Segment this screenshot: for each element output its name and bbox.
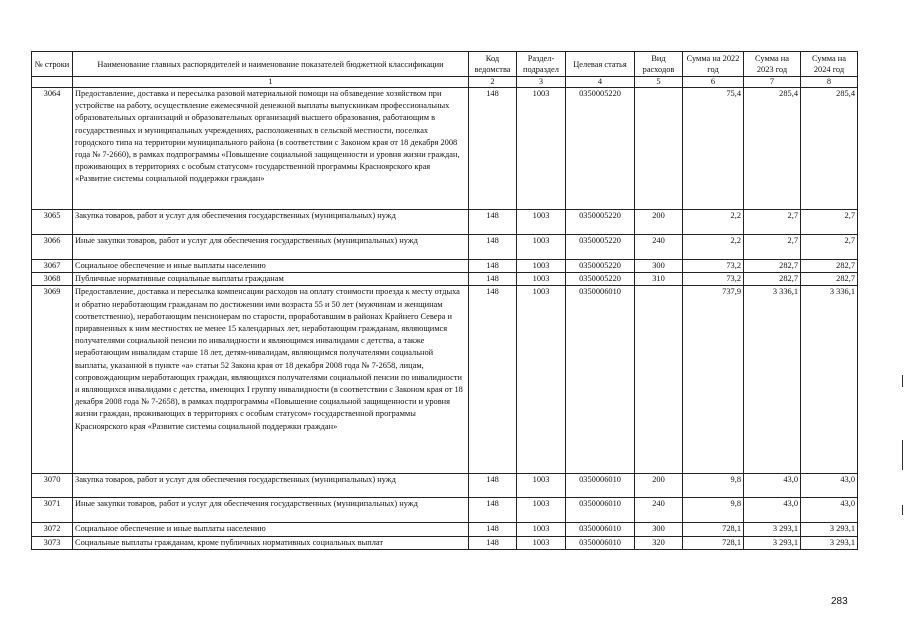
row-name: Иные закупки товаров, работ и услуг для обеспечения государственных (муниципальных) нужд bbox=[73, 235, 469, 260]
department-code: 148 bbox=[469, 286, 517, 474]
expense-type: 240 bbox=[635, 235, 683, 260]
section-code: 1003 bbox=[517, 536, 566, 549]
department-code: 148 bbox=[469, 536, 517, 549]
target-article: 0350005220 bbox=[566, 273, 635, 286]
sum-2023: 282,7 bbox=[744, 273, 801, 286]
sum-2022: 728,1 bbox=[683, 523, 744, 536]
column-number: 3 bbox=[517, 77, 566, 88]
table-row bbox=[32, 273, 858, 286]
sum-2023: 2,7 bbox=[744, 210, 801, 235]
sum-2022: 9,8 bbox=[683, 498, 744, 523]
table-row bbox=[32, 286, 858, 474]
row-number: 3073 bbox=[32, 536, 73, 549]
target-article: 0350005220 bbox=[566, 260, 635, 273]
row-name: Социальное обеспечение и иные выплаты населению bbox=[73, 523, 469, 536]
sum-2024: 285,4 bbox=[801, 88, 858, 210]
header-sum-2024: Сумма на 2024 год bbox=[801, 52, 858, 77]
header-name: Наименование главных распорядителей и наименование показателей бюджетной классификации bbox=[73, 52, 469, 77]
target-article: 0350005220 bbox=[566, 235, 635, 260]
sum-2022: 728,1 bbox=[683, 536, 744, 549]
expense-type: 300 bbox=[635, 260, 683, 273]
table-row bbox=[32, 88, 858, 210]
sum-2023: 282,7 bbox=[744, 260, 801, 273]
section-code: 1003 bbox=[517, 260, 566, 273]
department-code: 148 bbox=[469, 523, 517, 536]
column-number: 8 bbox=[801, 77, 858, 88]
row-number: 3072 bbox=[32, 523, 73, 536]
section-code: 1003 bbox=[517, 273, 566, 286]
column-number-row bbox=[32, 77, 858, 88]
sum-2024: 3 293,1 bbox=[801, 523, 858, 536]
section-code: 1003 bbox=[517, 523, 566, 536]
target-article: 0350006010 bbox=[566, 474, 635, 498]
header-department-code: Код ведомства bbox=[469, 52, 517, 77]
column-number: 7 bbox=[744, 77, 801, 88]
sum-2022: 75,4 bbox=[683, 88, 744, 210]
department-code: 148 bbox=[469, 88, 517, 210]
budget-table bbox=[31, 51, 858, 550]
sum-2024: 43,0 bbox=[801, 474, 858, 498]
scan-edge-mark bbox=[902, 375, 903, 387]
column-number: 5 bbox=[635, 77, 683, 88]
sum-2022: 2,2 bbox=[683, 210, 744, 235]
target-article: 0350005220 bbox=[566, 88, 635, 210]
row-number: 3066 bbox=[32, 235, 73, 260]
row-name: Предоставление, доставка и пересылка компенсации расходов на оплату стоимости проезда к месту отдыха и обратно неработающим гражданам по достижении ими возраста 55 и 50 лет (мужчинам и женщинам соответственно), неработающим пенсионерам по старости, проработавшим в районах Крайнего Севера и приравненных к ним местностях не менее 15 календарных лет, неработающим гражданам, являющимся получателями социальной пенсии по инвалидности и являющимся инвалидами с детства, а также неработающим инвалидам старше 18 лет, детям-инвалидам, являющимся получателями социальной выплаты, указанной в пункте «а» статьи 52 Закона края от 18 декабря 2008 года № 7-2658, лицам, сопровождающим неработающих граждан, являющихся получателями социальной пенсии по инвалидности и являющихся инвалидами с детства, имеющих I группу инвалидности (в соответствии с Законом края от 18 декабря 2008 года № 7-2658), в рамках подпрограммы «Повышение социальной защищенности и уровня жизни граждан, проживающих в территориях с особым статусом» государственной программы Красноярского края «Развитие системы социальной поддержки граждан» bbox=[73, 286, 469, 474]
table-row bbox=[32, 210, 858, 235]
section-code: 1003 bbox=[517, 235, 566, 260]
expense-type: 200 bbox=[635, 210, 683, 235]
sum-2024: 282,7 bbox=[801, 260, 858, 273]
table-row bbox=[32, 260, 858, 273]
sum-2023: 285,4 bbox=[744, 88, 801, 210]
section-code: 1003 bbox=[517, 474, 566, 498]
sum-2024: 282,7 bbox=[801, 273, 858, 286]
sum-2023: 3 293,1 bbox=[744, 523, 801, 536]
row-number: 3069 bbox=[32, 286, 73, 474]
header-row bbox=[32, 52, 858, 77]
column-number: 2 bbox=[469, 77, 517, 88]
column-number bbox=[32, 77, 73, 88]
department-code: 148 bbox=[469, 498, 517, 523]
row-number: 3071 bbox=[32, 498, 73, 523]
department-code: 148 bbox=[469, 273, 517, 286]
sum-2023: 43,0 bbox=[744, 498, 801, 523]
sum-2023: 3 293,1 bbox=[744, 536, 801, 549]
row-number: 3067 bbox=[32, 260, 73, 273]
column-number: 6 bbox=[683, 77, 744, 88]
header-target-article: Целевая статья bbox=[566, 52, 635, 77]
section-code: 1003 bbox=[517, 286, 566, 474]
page-number: 283 bbox=[831, 596, 848, 607]
expense-type: 320 bbox=[635, 536, 683, 549]
row-name: Публичные нормативные социальные выплаты гражданам bbox=[73, 273, 469, 286]
row-number: 3070 bbox=[32, 474, 73, 498]
table-row bbox=[32, 498, 858, 523]
target-article: 0350006010 bbox=[566, 523, 635, 536]
sum-2024: 2,7 bbox=[801, 235, 858, 260]
sum-2023: 43,0 bbox=[744, 474, 801, 498]
expense-type: 200 bbox=[635, 474, 683, 498]
department-code: 148 bbox=[469, 260, 517, 273]
expense-type: 300 bbox=[635, 523, 683, 536]
sum-2022: 73,2 bbox=[683, 273, 744, 286]
target-article: 0350006010 bbox=[566, 498, 635, 523]
row-name: Иные закупки товаров, работ и услуг для обеспечения государственных (муниципальных) нужд bbox=[73, 498, 469, 523]
expense-type: 310 bbox=[635, 273, 683, 286]
row-number: 3068 bbox=[32, 273, 73, 286]
row-name: Предоставление, доставка и пересылка разовой материальной помощи на обзаведение хозяйством при устройстве на работу, осуществление ежемесячной денежной выплаты выпускникам профессиональных образовательных организаций и образовательных организаций высшего образования, работающим в государственных и муниципальных учреждениях, расположенных в сельской местности, поселках городского типа на территории муниципального района (в соответствии с Законом края от 18 декабря 2008 года № 7-2660), в рамках подпрограммы «Повышение социальной защищенности и уровня жизни граждан, проживающих в территориях с особым статусом» государственной программы Красноярского края «Развитие системы социальной поддержки граждан» bbox=[73, 88, 469, 210]
section-code: 1003 bbox=[517, 498, 566, 523]
column-number: 4 bbox=[566, 77, 635, 88]
header-expense-type: Вид расходов bbox=[635, 52, 683, 77]
expense-type: 240 bbox=[635, 498, 683, 523]
sum-2024: 43,0 bbox=[801, 498, 858, 523]
sum-2022: 9,8 bbox=[683, 474, 744, 498]
column-number: 1 bbox=[73, 77, 469, 88]
row-number: 3064 bbox=[32, 88, 73, 210]
header-section: Раздел-подраздел bbox=[517, 52, 566, 77]
expense-type bbox=[635, 88, 683, 210]
row-name: Закупка товаров, работ и услуг для обеспечения государственных (муниципальных) нужд bbox=[73, 210, 469, 235]
row-name: Социальное обеспечение и иные выплаты населению bbox=[73, 260, 469, 273]
table-row bbox=[32, 474, 858, 498]
department-code: 148 bbox=[469, 235, 517, 260]
section-code: 1003 bbox=[517, 210, 566, 235]
target-article: 0350006010 bbox=[566, 286, 635, 474]
scan-edge-mark bbox=[902, 440, 903, 470]
target-article: 0350005220 bbox=[566, 210, 635, 235]
section-code: 1003 bbox=[517, 88, 566, 210]
table-row bbox=[32, 536, 858, 549]
scan-edge-mark bbox=[902, 505, 903, 515]
sum-2023: 3 336,1 bbox=[744, 286, 801, 474]
row-number: 3065 bbox=[32, 210, 73, 235]
sum-2022: 737,9 bbox=[683, 286, 744, 474]
sum-2022: 73,2 bbox=[683, 260, 744, 273]
sum-2024: 2,7 bbox=[801, 210, 858, 235]
department-code: 148 bbox=[469, 474, 517, 498]
header-sum-2022: Сумма на 2022 год bbox=[683, 52, 744, 77]
table-row bbox=[32, 523, 858, 536]
sum-2022: 2,2 bbox=[683, 235, 744, 260]
table-row bbox=[32, 235, 858, 260]
sum-2024: 3 293,1 bbox=[801, 536, 858, 549]
target-article: 0350006010 bbox=[566, 536, 635, 549]
row-name: Социальные выплаты гражданам, кроме публичных нормативных социальных выплат bbox=[73, 536, 469, 549]
sum-2024: 3 336,1 bbox=[801, 286, 858, 474]
department-code: 148 bbox=[469, 210, 517, 235]
sum-2023: 2,7 bbox=[744, 235, 801, 260]
header-sum-2023: Сумма на 2023 год bbox=[744, 52, 801, 77]
expense-type bbox=[635, 286, 683, 474]
header-row-number: № строки bbox=[32, 52, 73, 77]
row-name: Закупка товаров, работ и услуг для обеспечения государственных (муниципальных) нужд bbox=[73, 474, 469, 498]
